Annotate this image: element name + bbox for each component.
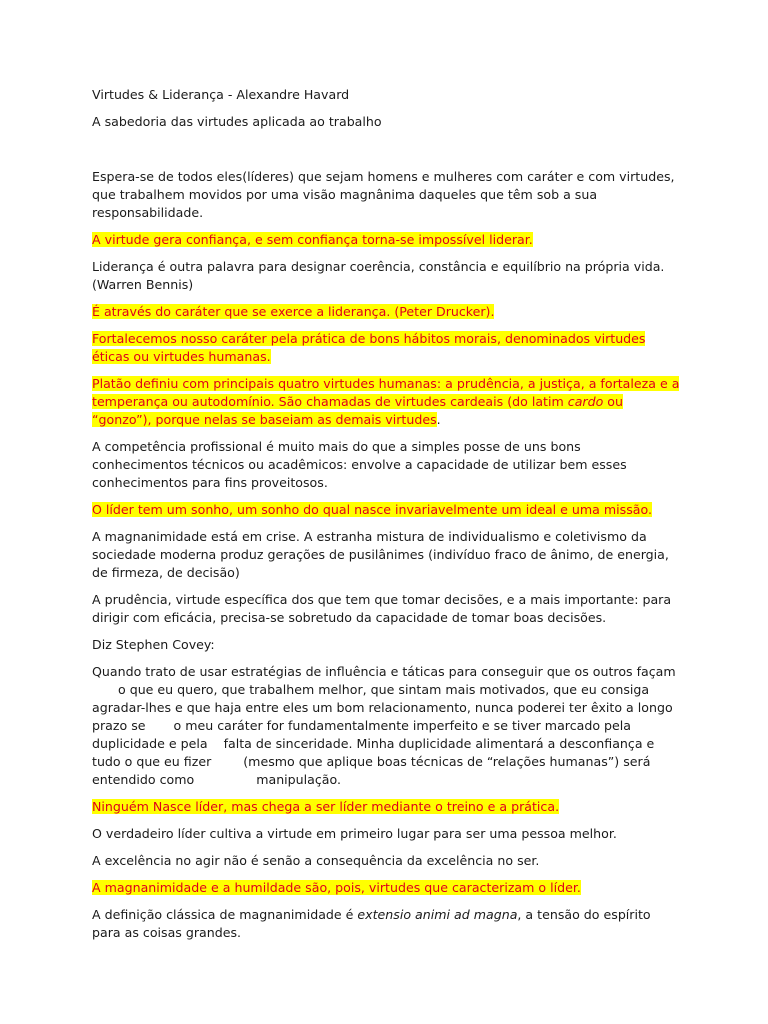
paragraph-covey-intro: Diz Stephen Covey: [92, 637, 215, 652]
highlight-trust [92, 231, 680, 249]
quote-part-4: falta de sinceridade. Minha duplicidade alimentará a desconfiança e tudo o que eu fizer [92, 736, 655, 769]
highlight-magnanimity-humility [92, 879, 680, 897]
paragraph-magnanimity-crisis: A magnanimidade está em crise. A estranha mistura de individualismo e coletivismo da sociedade moderna produz gerações de pusilânimes (indivíduo fraco de ânimo, de energia, de firmeza, de decisão) [92, 529, 669, 580]
document-subtitle: A sabedoria das virtudes aplicada ao trabalho [92, 114, 382, 129]
paragraph-prudence: A prudência, virtude específica dos que tem que tomar decisões, e a mais importante: para dirigir com eficácia, precisa-se sobretudo da capacidade de tomar boas decisões. [92, 592, 672, 625]
definition-latin: extensio animi ad magna [357, 907, 518, 922]
paragraph-excellence: A excelência no agir não é senão a consequência da excelência no ser. [92, 853, 540, 868]
highlight-dream [92, 501, 680, 519]
paragraph-competence: A competência profissional é muito mais do que a simples posse de uns bons conhecimentos técnicos ou acadêmicos: envolve a capacidade de utilizar bem esses conhecimentos para fins proveitosos. [92, 439, 627, 490]
highlight-nobody-born-leader [92, 798, 680, 816]
highlight-drucker [92, 303, 680, 321]
plato-text-period: . [436, 412, 441, 427]
plato-text-a: Platão definiu com principais quatro virtudes humanas: a prudência, a justiça, a fortaleza e a temperança ou autodomínio. São chamadas de virtudes cardeais (do latim [92, 376, 680, 409]
paragraph-bennis: Liderança é outra palavra para designar coerência, constância e equilíbrio na própria vida. (Warren Bennis) [92, 259, 665, 292]
plato-text-cardo: cardo [567, 394, 604, 409]
paragraph-expectations: Espera-se de todos eles(líderes) que sejam homens e mulheres com caráter e com virtudes, que trabalhem movidos por uma visão magnânima daqueles que têm sob a sua responsabilidade. [92, 169, 675, 220]
document-body [92, 86, 680, 951]
quote-part-3: o meu caráter for fundamentalmente imperfeito e se tiver marcado pela duplicidade e pela [92, 718, 631, 751]
highlight-trust-text: A virtude gera confiança, e sem confiança torna-se impossível liderar. [92, 232, 533, 247]
definition-text-a: A definição clássica de magnanimidade é [92, 907, 358, 922]
quote-part-1: Quando trato de usar estratégias de influência e táticas para conseguir que os outros façam [92, 664, 676, 679]
paragraph-true-leader: O verdadeiro líder cultiva a virtude em primeiro lugar para ser uma pessoa melhor. [92, 826, 617, 841]
highlight-dream-text: O líder tem um sonho, um sonho do qual nasce invariavelmente um ideal e uma missão. [92, 502, 652, 517]
quote-covey [92, 663, 680, 789]
quote-part-2: o que eu quero, que trabalhem melhor, que sintam mais motivados, que eu consiga agradar-lhes e que haja entre eles um bom relacionamento, nunca poderei ter êxito a longo prazo se [92, 682, 673, 733]
quote-part-6: manipulação. [256, 772, 341, 787]
highlight-character [92, 330, 680, 366]
highlight-plato-text [92, 376, 679, 427]
highlight-magnanimity-humility-text: A magnanimidade e a humildade são, pois, virtudes que caracterizam o líder. [92, 880, 581, 895]
quote-part-5: (mesmo que aplique boas técnicas de “relações humanas”) será entendido como [92, 754, 651, 787]
highlight-nobody-born-leader-text: Ninguém Nasce líder, mas chega a ser líder mediante o treino e a prática. [92, 799, 560, 814]
paragraph-definition [92, 906, 680, 942]
plato-text-c: ou “gonzo”), porque nelas se baseiam as demais virtudes [92, 394, 623, 427]
highlight-drucker-text: É através do caráter que se exerce a liderança. (Peter Drucker). [92, 304, 495, 319]
definition-text-c: , a tensão do espírito para as coisas grandes. [92, 907, 651, 940]
highlight-character-text: Fortalecemos nosso caráter pela prática de bons hábitos morais, denominados virtudes éticas ou virtudes humanas. [92, 331, 646, 364]
highlight-plato [92, 375, 680, 429]
document-title: Virtudes & Liderança - Alexandre Havard [92, 87, 350, 102]
